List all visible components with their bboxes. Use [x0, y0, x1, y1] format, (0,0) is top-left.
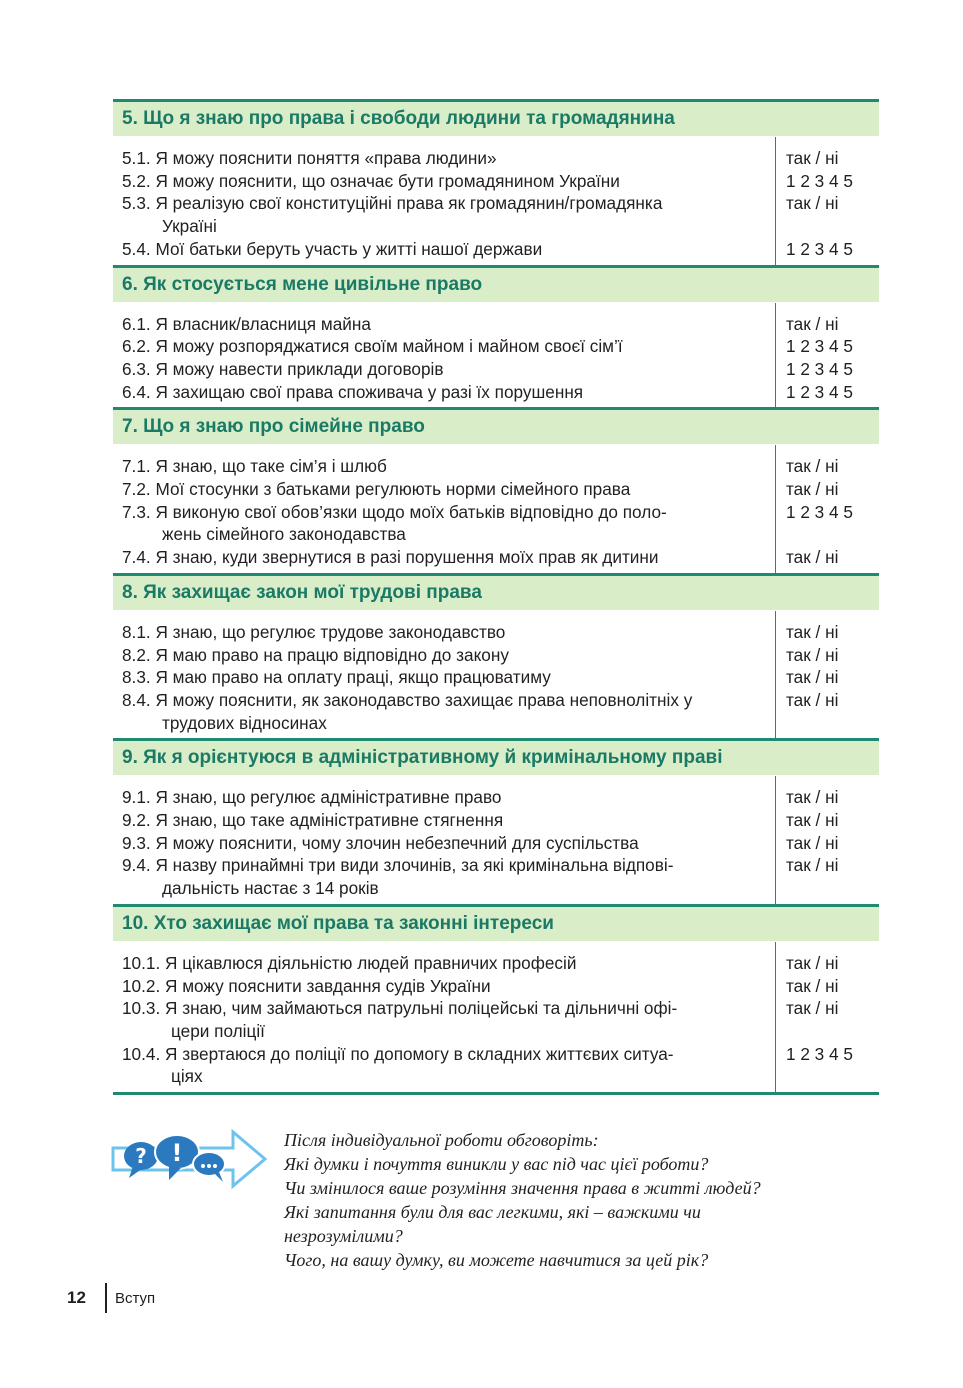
question-column: [113, 137, 775, 265]
discussion-line: Чи змінилося ваше розуміння значення права в житті людей?: [284, 1178, 761, 1198]
speech-bubbles-arrow-icon: [111, 1128, 271, 1190]
answer-spacer: [786, 1065, 879, 1088]
question-item: 8.4. Я можу пояснити, як законодавство захищає права неповнолітніх у: [122, 689, 693, 710]
discussion-line: Чого, на вашу думку, ви можете навчитися за цей рік?: [284, 1250, 709, 1270]
question-item: 9.2. Я знаю, що таке адміністративне стягнення: [122, 810, 504, 831]
discussion-line: Які запитання були для вас легкими, які – важкими чи: [284, 1202, 701, 1222]
answer-column: [775, 942, 879, 1092]
question-item: 7.1. Я знаю, що таке сім’я і шлюб: [122, 456, 387, 477]
answer-scale: 1 2 3 4 5: [786, 170, 853, 191]
question-item: 5.4. Мої батьки беруть участь у житті нашої держави: [122, 238, 543, 259]
svg-text:!: !: [171, 1139, 183, 1167]
answer-column: [775, 303, 879, 408]
self-assessment-table: [113, 99, 879, 1095]
question-item: 5.3. Я реалізую свої конституційні права як громадянин/громадянка: [122, 193, 663, 214]
answer-scale: 1 2 3 4 5: [786, 381, 853, 402]
answer-scale: так / ні: [786, 193, 839, 214]
answer-column: [775, 611, 879, 739]
answer-scale: так / ні: [786, 998, 839, 1019]
question-item: 10.1. Я цікавлюся діяльністю людей правничих професій: [122, 952, 577, 973]
answer-scale: так / ні: [786, 479, 839, 500]
page-footer: [67, 1281, 155, 1315]
question-item: 10.4. Я звертаюся до поліції по допомогу в складних життєвих ситуа-: [122, 1043, 674, 1064]
section-body: [113, 941, 879, 1092]
footer-divider: [105, 1283, 107, 1313]
answer-spacer: [786, 877, 879, 900]
answer-scale: так / ні: [786, 621, 839, 642]
question-column: [113, 303, 775, 408]
answer-scale: так / ні: [786, 810, 839, 831]
answer-scale: 1 2 3 4 5: [786, 358, 853, 379]
question-item: 6.3. Я можу навести приклади договорів: [122, 358, 444, 379]
question-item-continuation: жень сімейного законодавства: [162, 524, 406, 545]
answer-scale: так / ні: [786, 547, 839, 568]
answer-spacer: [786, 215, 879, 238]
answer-scale: 1 2 3 4 5: [786, 501, 853, 522]
answer-spacer: [786, 712, 879, 735]
answer-scale: так / ні: [786, 952, 839, 973]
discussion-prompts: [284, 1128, 844, 1272]
question-item: 6.2. Я можу розпоряджатися своїм майном і майном своєї сім’ї: [122, 336, 623, 357]
answer-scale: так / ні: [786, 456, 839, 477]
question-item: 7.4. Я знаю, куди звернутися в разі порушення моїх прав як дитини: [122, 547, 659, 568]
section-body: [113, 444, 879, 573]
question-item-continuation: дальність настає з 14 років: [162, 878, 379, 899]
question-item: 10.2. Я можу пояснити завдання судів України: [122, 975, 491, 996]
discussion-line: Після індивідуальної роботи обговоріть:: [284, 1130, 599, 1150]
section-header: 6. Як стосується мене цивільне право: [113, 265, 879, 302]
answer-scale: так / ні: [786, 313, 839, 334]
section-body: [113, 610, 879, 739]
question-column: [113, 776, 775, 904]
question-item: 9.3. Я можу пояснити, чому злочин небезпечний для суспільства: [122, 832, 639, 853]
table-bottom-rule: [113, 1092, 879, 1095]
answer-scale: 1 2 3 4 5: [786, 238, 853, 259]
section-header: 10. Хто захищає мої права та законні інтереси: [113, 904, 879, 941]
question-item: 10.3. Я знаю, чим займаються патрульні поліцейські та дільничні офі-: [122, 998, 678, 1019]
question-item-continuation: ціях: [171, 1066, 203, 1087]
answer-column: [775, 445, 879, 573]
question-item: 8.1. Я знаю, що регулює трудове законодавство: [122, 621, 506, 642]
question-column: [113, 611, 775, 739]
question-column: [113, 942, 775, 1092]
question-item-continuation: Україні: [162, 216, 217, 237]
answer-scale: так / ні: [786, 855, 839, 876]
question-item: 9.4. Я назву принаймні три види злочинів, за які кримінальна відпові-: [122, 855, 674, 876]
question-item: 8.3. Я маю право на оплату праці, якщо працюватиму: [122, 667, 551, 688]
section-header: 5. Що я знаю про права і свободи людини та громадянина: [113, 99, 879, 136]
section-header: 7. Що я знаю про сімейне право: [113, 407, 879, 444]
page-number: 12: [67, 1288, 86, 1307]
question-item: 6.1. Я власник/власниця майна: [122, 313, 371, 334]
answer-scale: так / ні: [786, 644, 839, 665]
discussion-line: незрозумілими?: [284, 1226, 403, 1246]
svg-text:?: ?: [135, 1144, 147, 1168]
question-column: [113, 445, 775, 573]
answer-scale: так / ні: [786, 148, 839, 168]
answer-spacer: [786, 523, 879, 546]
question-item: 5.1. Я можу пояснити поняття «права людини»: [122, 148, 497, 168]
question-item: 8.2. Я маю право на працю відповідно до закону: [122, 644, 509, 665]
answer-scale: так / ні: [786, 975, 839, 996]
section-body: [113, 775, 879, 904]
discussion-line: Які думки і почуття виникли у вас під час цієї роботи?: [284, 1154, 709, 1174]
answer-scale: 1 2 3 4 5: [786, 336, 853, 357]
section-header: 8. Як захищає закон мої трудові права: [113, 573, 879, 610]
answer-scale: так / ні: [786, 832, 839, 853]
question-item: 6.4. Я захищаю свої права споживача у разі їх порушення: [122, 381, 584, 402]
question-item: 5.2. Я можу пояснити, що означає бути громадянином України: [122, 170, 620, 191]
section-body: [113, 302, 879, 408]
question-item-continuation: трудових відносинах: [162, 712, 327, 733]
question-item: 7.2. Мої стосунки з батьками регулюють норми сімейного права: [122, 479, 631, 500]
question-item: 9.1. Я знаю, що регулює адміністративне право: [122, 787, 502, 808]
question-item: 7.3. Я виконую свої обов’язки щодо моїх батьків відповідно до поло-: [122, 501, 667, 522]
answer-column: [775, 776, 879, 904]
question-item-continuation: цери поліції: [171, 1020, 265, 1041]
section-body: [113, 136, 879, 265]
section-header: 9. Як я орієнтуюся в адміністративному й кримінальному праві: [113, 738, 879, 775]
answer-scale: так / ні: [786, 787, 839, 808]
answer-column: [775, 137, 879, 265]
answer-spacer: [786, 1020, 879, 1043]
answer-scale: так / ні: [786, 667, 839, 688]
footer-section-label: Вступ: [115, 1289, 156, 1307]
answer-scale: 1 2 3 4 5: [786, 1043, 853, 1064]
answer-scale: так / ні: [786, 689, 839, 710]
